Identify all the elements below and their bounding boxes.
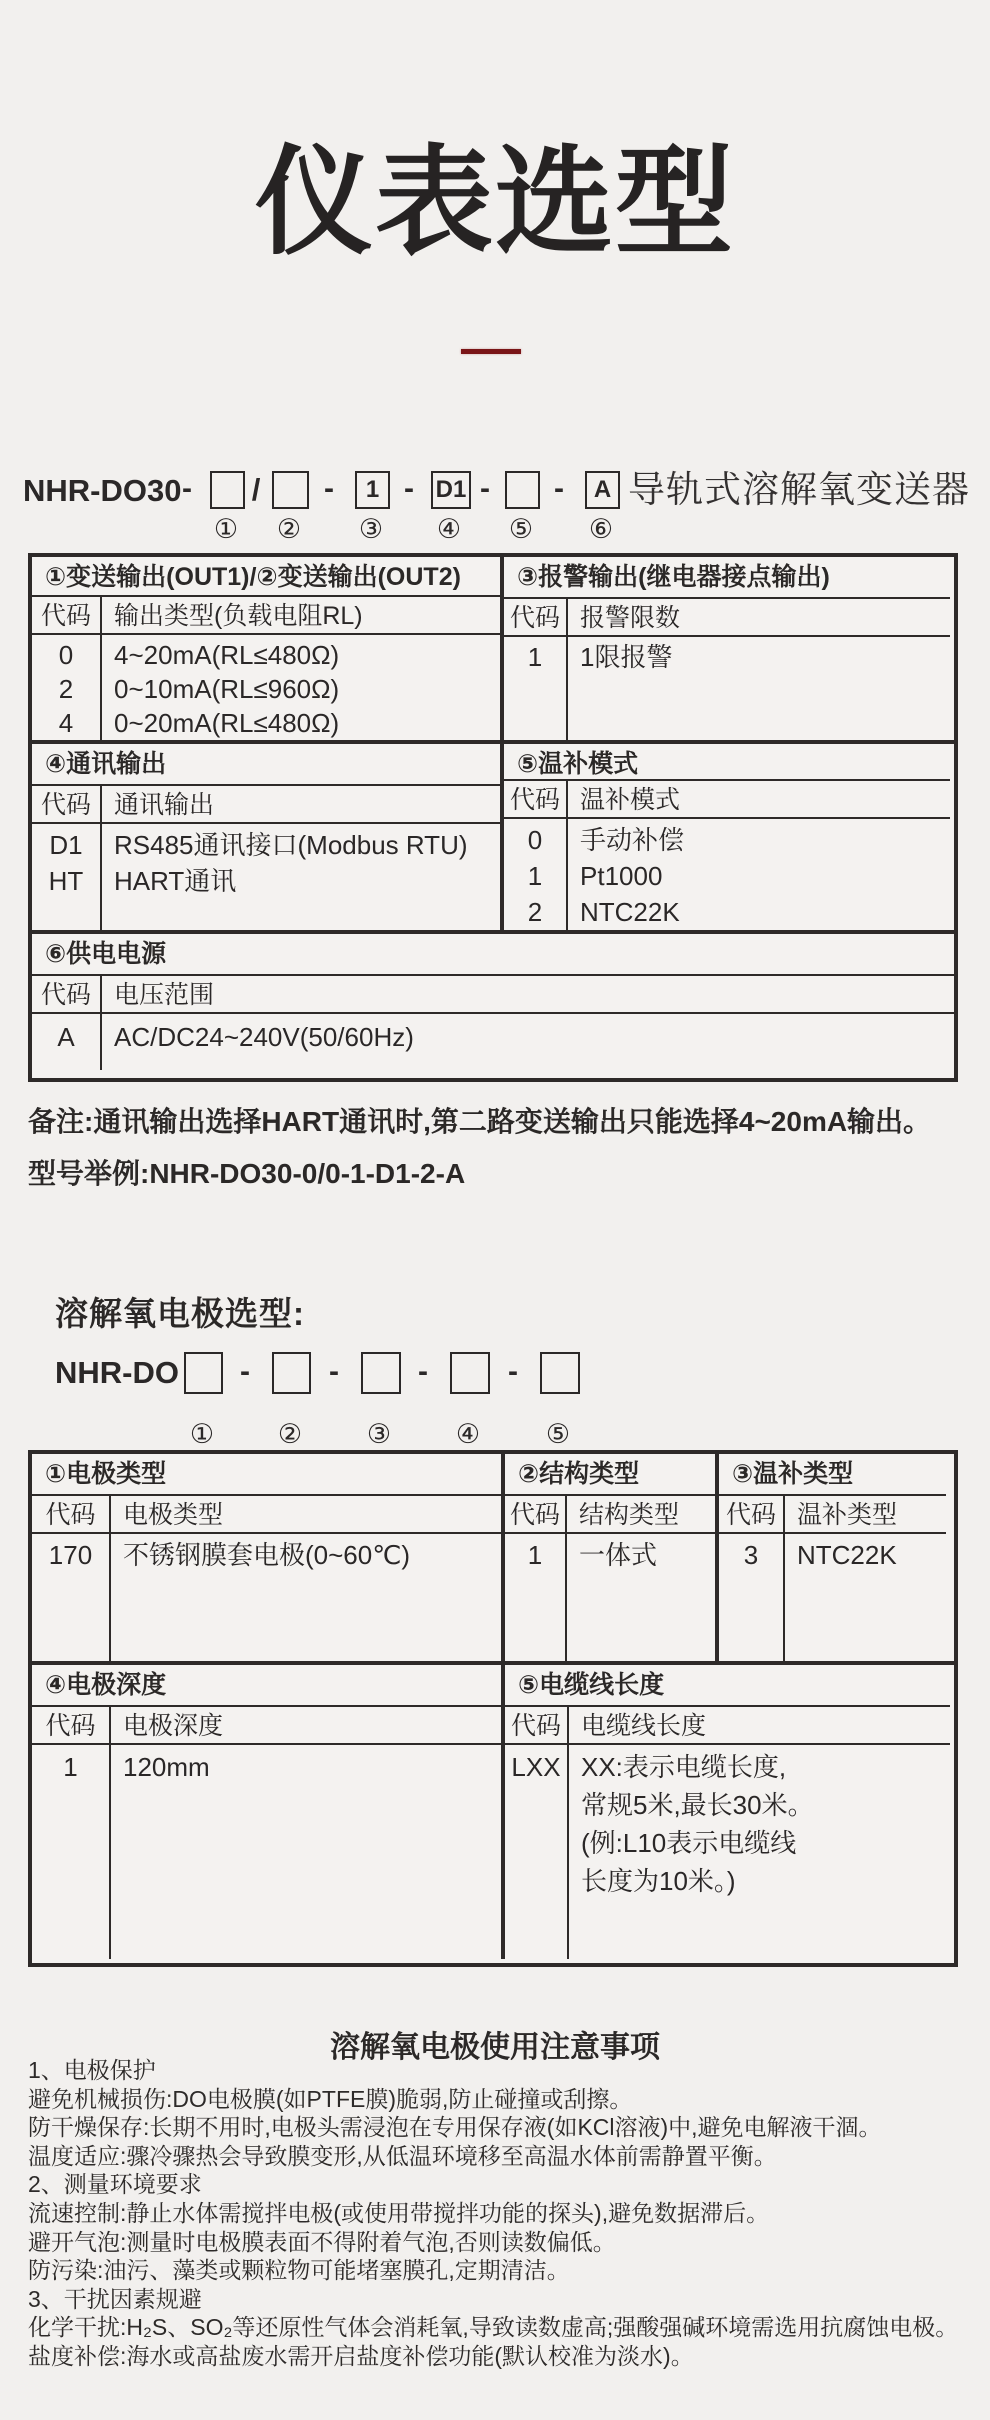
col-temp-comp-type xyxy=(715,1454,946,1661)
electrode-selection-heading: 溶解氧电极选型: xyxy=(55,1295,305,1332)
data-area xyxy=(719,1534,946,1661)
table1-section-2 xyxy=(32,740,954,930)
circled-number-4: ④ xyxy=(436,514,462,544)
code-cells xyxy=(32,635,102,740)
data-area xyxy=(504,637,950,740)
subheader-row xyxy=(32,786,500,824)
desc-cell: 一体式 xyxy=(579,1540,658,1570)
code-header: 代码 xyxy=(504,781,568,817)
data-area xyxy=(505,1745,950,1959)
model1-slash: / xyxy=(251,472,261,507)
table2-section-1 xyxy=(32,1454,954,1661)
desc-header: 电极深度 xyxy=(123,1712,224,1740)
desc-cells xyxy=(111,1745,501,1959)
table2-section-2 xyxy=(32,1661,954,1959)
col-temp-comp-mode xyxy=(500,744,950,930)
usage-notes-list xyxy=(28,2056,968,2371)
desc-cells xyxy=(102,1014,954,1070)
code-header: 代码 xyxy=(719,1496,785,1532)
desc-header: 输出类型(负载电阻RL) xyxy=(114,602,363,630)
desc-cell: AC/DC24~240V(50/60Hz) xyxy=(114,1022,414,1052)
code-cell: 2 xyxy=(527,897,543,927)
code-cells xyxy=(505,1534,567,1661)
desc-cell-line: 长度为10米。) xyxy=(581,1866,736,1896)
code-cell: 1 xyxy=(527,861,543,891)
desc-cell: 0~20mA(RL≤480Ω) xyxy=(114,708,340,738)
remark-example: 型号举例:NHR-DO30-0/0-1-D1-2-A xyxy=(28,1158,466,1189)
desc-cells xyxy=(102,824,500,930)
desc-cell-line: 常规5米,最长30米。 xyxy=(581,1790,814,1820)
code-cells xyxy=(32,1014,102,1070)
model2-dash-4: - xyxy=(508,1355,518,1388)
code-cells xyxy=(504,819,568,930)
model1-box-4: D1 xyxy=(431,471,471,509)
code-header: 代码 xyxy=(32,786,102,822)
code-cell: 0 xyxy=(58,640,74,670)
desc-header: 通讯输出 xyxy=(114,791,215,819)
data-area xyxy=(504,819,950,930)
code-header: 代码 xyxy=(505,1496,567,1532)
code-header: 代码 xyxy=(32,1707,111,1743)
code-cells xyxy=(32,1534,111,1661)
desc-cells xyxy=(111,1534,501,1661)
code-cells xyxy=(719,1534,785,1661)
subheader-row xyxy=(505,1707,950,1745)
desc-cells xyxy=(568,819,950,930)
section-title: ④通讯输出 xyxy=(32,744,500,786)
code-cell: A xyxy=(57,1022,75,1052)
note-line: 避开气泡:测量时电极膜表面不得附着气泡,否则读数偏低。 xyxy=(28,2228,616,2255)
subheader-row xyxy=(719,1496,946,1534)
note-line: 盐度补偿:海水或高盐废水需开启盐度补偿功能(默认校准为淡水)。 xyxy=(28,2342,694,2369)
note-line: 1、电极保护 xyxy=(28,2057,156,2083)
desc-cell-line: (例:L10表示电缆线 xyxy=(581,1828,797,1858)
model2-prefix: NHR-DO xyxy=(55,1355,179,1390)
code-cells xyxy=(505,1745,569,1959)
circled-number-6: ⑥ xyxy=(588,514,614,544)
circled-number-4: ④ xyxy=(455,1419,481,1449)
code-cell: LXX xyxy=(511,1752,561,1782)
desc-header: 电压范围 xyxy=(114,981,215,1009)
note-line: 防干燥保存:长期不用时,电极头需浸泡在专用保存液(如KCl溶液)中,避免电解液干涸。 xyxy=(28,2114,882,2141)
circled-number-3: ③ xyxy=(358,514,384,544)
model2-dash-3: - xyxy=(418,1355,428,1388)
section-title: ④电极深度 xyxy=(32,1665,501,1707)
desc-header: 结构类型 xyxy=(579,1501,680,1529)
model2-dash-1: - xyxy=(240,1355,250,1388)
code-cell: D1 xyxy=(49,830,83,860)
note-line: 温度适应:骤冷骤热会导致膜变形,从低温环境移至高温水体前需静置平衡。 xyxy=(28,2142,777,2169)
code-cell: 1 xyxy=(63,1752,78,1782)
desc-cell: Pt1000 xyxy=(580,861,663,891)
transmitter-selection-table xyxy=(28,553,958,1082)
section-title: ①变送输出(OUT1)/②变送输出(OUT2) xyxy=(32,557,500,597)
data-area xyxy=(32,1014,954,1070)
model1-dash-4: - xyxy=(480,472,490,505)
subheader-row xyxy=(504,599,950,637)
code-cell: HT xyxy=(48,866,84,896)
note-line: 3、干扰因素规避 xyxy=(28,2285,202,2312)
remark-block xyxy=(28,1096,931,1200)
table1-section-3 xyxy=(32,930,954,1070)
subheader-row xyxy=(504,781,950,819)
model2-line xyxy=(0,1352,990,1398)
note-line: 2、测量环境要求 xyxy=(28,2171,202,2198)
page-title: 仪表选型 xyxy=(254,137,735,269)
desc-cells xyxy=(102,635,500,740)
desc-cell: 手动补偿 xyxy=(580,825,685,855)
circled-number-1: ① xyxy=(189,1419,215,1449)
note-line: 化学干扰:H₂S、SO₂等还原性气体会消耗氧,导致读数虚高;强酸强碱环境需选用抗腐蚀电极。 xyxy=(28,2314,959,2341)
data-area xyxy=(32,1745,501,1959)
code-cell: 1 xyxy=(527,642,543,672)
col-electrode-depth xyxy=(32,1665,501,1959)
desc-cell: HART通讯 xyxy=(114,866,237,896)
subheader-row xyxy=(32,976,954,1014)
desc-cell: 0~10mA(RL≤960Ω) xyxy=(114,674,340,704)
data-area xyxy=(32,824,500,930)
note-line: 流速控制:静止水体需搅拌电极(或使用带搅拌功能的探头),避免数据滞后。 xyxy=(28,2199,770,2226)
desc-cells xyxy=(567,1534,715,1661)
desc-header: 报警限数 xyxy=(580,604,681,632)
subheader-row xyxy=(505,1496,715,1534)
section-title: ①电极类型 xyxy=(32,1454,501,1496)
desc-cells xyxy=(568,637,950,740)
note-line: 防污染:油污、藻类或颗粒物可能堵塞膜孔,定期清洁。 xyxy=(28,2257,570,2284)
section-title: ⑤电缆线长度 xyxy=(505,1665,950,1707)
model2-box-3 xyxy=(361,1352,401,1394)
desc-cell-line: XX:表示电缆长度, xyxy=(581,1752,787,1782)
section-title: ⑤温补模式 xyxy=(504,744,950,781)
section-title: ⑥供电电源 xyxy=(32,934,954,976)
model1-dash-5: - xyxy=(554,472,564,505)
circled-number-5: ⑤ xyxy=(545,1419,571,1449)
desc-cell: 不锈钢膜套电极(0~60℃) xyxy=(123,1540,411,1570)
col-structure-type xyxy=(501,1454,715,1661)
model1-dash-1: - xyxy=(182,472,192,505)
code-cell: 3 xyxy=(743,1540,759,1570)
desc-cells xyxy=(785,1534,946,1661)
desc-cells xyxy=(569,1745,950,1959)
model2-dash-2: - xyxy=(329,1355,339,1388)
circled-number-3: ③ xyxy=(366,1419,392,1449)
col-power-supply xyxy=(32,934,954,1070)
circled-number-5: ⑤ xyxy=(508,514,534,544)
col-electrode-type xyxy=(32,1454,501,1661)
title-underline xyxy=(461,349,521,354)
table1-section-1 xyxy=(32,557,954,740)
code-cell: 2 xyxy=(58,674,74,704)
desc-cell: RS485通讯接口(Modbus RTU) xyxy=(114,830,468,860)
model2-box-2 xyxy=(272,1352,311,1394)
electrode-selection-table xyxy=(28,1450,958,1967)
desc-cell: 120mm xyxy=(123,1752,210,1782)
circled-number-2: ② xyxy=(276,514,302,544)
usage-notes-heading: 溶解氧电极使用注意事项 xyxy=(330,2031,660,2064)
model1-dash-3: - xyxy=(404,472,414,505)
code-cells xyxy=(32,824,102,930)
model1-prefix: NHR-DO30 xyxy=(23,473,182,508)
code-header: 代码 xyxy=(504,599,568,635)
remark-note: 备注:通讯输出选择HART通讯时,第二路变送输出只能选择4~20mA输出。 xyxy=(28,1106,932,1137)
col-alarm-output xyxy=(500,557,950,740)
code-header: 代码 xyxy=(32,597,102,633)
subheader-row xyxy=(32,1707,501,1745)
circled-number-1: ① xyxy=(213,514,239,544)
note-line: 避免机械损伤:DO电极膜(如PTFE膜)脆弱,防止碰撞或刮擦。 xyxy=(28,2085,633,2112)
code-cell: 4 xyxy=(58,708,74,738)
col-cable-length xyxy=(501,1665,950,1959)
model1-suffix: 导轨式溶解氧变送器 xyxy=(628,469,970,510)
code-cell: 1 xyxy=(527,1540,543,1570)
section-title: ③报警输出(继电器接点输出) xyxy=(504,557,950,599)
model1-dash-2: - xyxy=(324,472,334,505)
desc-cell: 4~20mA(RL≤480Ω) xyxy=(114,640,340,670)
model1-line xyxy=(0,471,990,517)
circled-number-2: ② xyxy=(277,1419,303,1449)
desc-header: 电缆线长度 xyxy=(581,1712,707,1740)
col-comm-output xyxy=(32,744,500,930)
model1-box-6: A xyxy=(585,471,620,509)
desc-cell: 1限报警 xyxy=(580,642,673,672)
model2-box-1 xyxy=(184,1352,223,1394)
model1-box-3: 1 xyxy=(355,471,390,509)
desc-header: 电极类型 xyxy=(123,1501,224,1529)
desc-header: 温补类型 xyxy=(797,1501,898,1529)
section-title: ③温补类型 xyxy=(719,1454,946,1496)
desc-cell: NTC22K xyxy=(797,1540,897,1570)
desc-cell: NTC22K xyxy=(580,897,680,927)
code-cell: 170 xyxy=(48,1540,93,1570)
data-area xyxy=(505,1534,715,1661)
code-cells xyxy=(504,637,568,740)
col-transmit-output xyxy=(32,557,500,740)
code-header: 代码 xyxy=(32,1496,111,1532)
data-area xyxy=(32,1534,501,1661)
subheader-row xyxy=(32,1496,501,1534)
code-header: 代码 xyxy=(32,976,102,1012)
model1-box-5 xyxy=(505,471,540,509)
section-title: ②结构类型 xyxy=(505,1454,715,1496)
model2-box-5 xyxy=(540,1352,580,1394)
model1-box-2 xyxy=(272,471,309,509)
code-cell: 0 xyxy=(527,825,543,855)
code-header: 代码 xyxy=(505,1707,569,1743)
model1-box-1 xyxy=(210,471,245,509)
model2-box-4 xyxy=(450,1352,490,1394)
code-cells xyxy=(32,1745,111,1959)
desc-header: 温补模式 xyxy=(580,786,681,814)
subheader-row xyxy=(32,597,500,635)
data-area xyxy=(32,635,500,740)
